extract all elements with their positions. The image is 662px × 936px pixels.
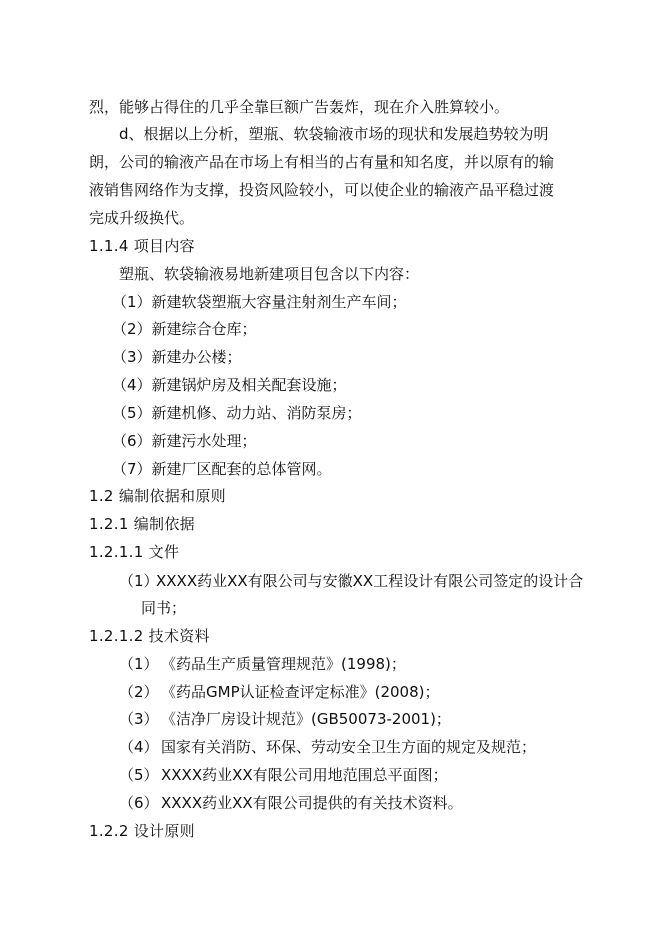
paragraph-d-line-2: 朗，公司的输液产品在市场上有相当的占有量和知名度，并以原有的输 (89, 153, 555, 171)
list-item-number: （7） (112, 460, 152, 478)
list-item-number: （6） (112, 432, 152, 450)
list-item-number: （1） (119, 655, 159, 673)
heading-1-2: 1.2 编制依据和原则 (89, 487, 226, 505)
list-item-number: （4） (112, 376, 152, 394)
list-item-number: （3） (112, 348, 152, 366)
list-item-number: （2） (112, 320, 152, 338)
project-content-intro: 塑瓶、软袋输液易地新建项目包含以下内容： (119, 265, 420, 283)
list-item-text: XXXX药业XX有限公司与安徽XX工程设计有限公司签定的设计合 (156, 572, 584, 590)
paragraph-d-line-3: 液销售网络作为支撑，投资风险较小，可以使企业的输液产品平稳过渡 (89, 181, 555, 199)
list-item-number: （4） (119, 738, 159, 756)
paragraph-d-line-1: d、根据以上分析，塑瓶、软袋输液市场的现状和发展趋势较为明 (119, 125, 549, 143)
list-item (119, 737, 536, 757)
list-item (112, 431, 257, 451)
heading-1-2-1: 1.2.1 编制依据 (89, 515, 195, 533)
list-item-text: 国家有关消防、环保、劳动安全卫生方面的规定及规范； (161, 738, 537, 756)
list-item-number: （5） (112, 404, 152, 422)
list-item (112, 403, 362, 423)
list-item-text: 新建厂区配套的总体管网。 (151, 460, 332, 478)
list-item-text: 新建综合仓库； (151, 320, 257, 338)
list-item (119, 571, 583, 591)
list-item (112, 375, 347, 395)
list-item-text: 新建办公楼； (151, 348, 242, 366)
list-item-number: （1） (112, 293, 152, 311)
list-item-text: 新建污水处理； (151, 432, 257, 450)
list-item-text: 《洁净厂房设计规范》(GB50073-2001)； (161, 710, 451, 728)
heading-1-1-4: 1.1.4 项目内容 (89, 237, 195, 255)
paragraph-d-line-4: 完成升级换代。 (89, 209, 195, 227)
list-item-continuation: 同书； (141, 599, 187, 617)
list-item (119, 682, 440, 702)
list-item-number: （3） (119, 710, 159, 728)
list-item (112, 292, 407, 312)
list-item-text: 新建软袋塑瓶大容量注射剂生产车间； (151, 293, 407, 311)
list-item (112, 459, 332, 479)
list-item (119, 654, 406, 674)
list-item (119, 709, 451, 729)
paragraph-end: 烈，能够占得住的几乎全靠巨额广告轰炸，现在介入胜算较小。 (89, 98, 510, 116)
heading-1-2-2: 1.2.2 设计原则 (89, 822, 195, 840)
list-item-text: XXXX药业XX有限公司提供的有关技术资料。 (161, 794, 463, 812)
list-item-number: （1） (119, 572, 159, 590)
heading-1-2-1-2: 1.2.1.2 技术资料 (89, 627, 210, 645)
list-item-text: XXXX药业XX有限公司用地范围总平面图； (161, 766, 448, 784)
list-item-number: （5） (119, 766, 159, 784)
list-item (119, 765, 448, 785)
list-item (112, 319, 257, 339)
list-item-text: 《药品生产质量管理规范》(1998)； (161, 655, 406, 673)
list-item-number: （2） (119, 683, 159, 701)
list-item (119, 793, 463, 813)
list-item-text: 新建机修、动力站、消防泵房； (151, 404, 362, 422)
list-item-text: 《药品GMP认证检查评定标准》(2008)； (161, 683, 440, 701)
list-item-text: 新建锅炉房及相关配套设施； (151, 376, 347, 394)
list-item-number: （6） (119, 794, 159, 812)
list-item (112, 347, 242, 367)
heading-1-2-1-1: 1.2.1.1 文件 (89, 543, 180, 561)
